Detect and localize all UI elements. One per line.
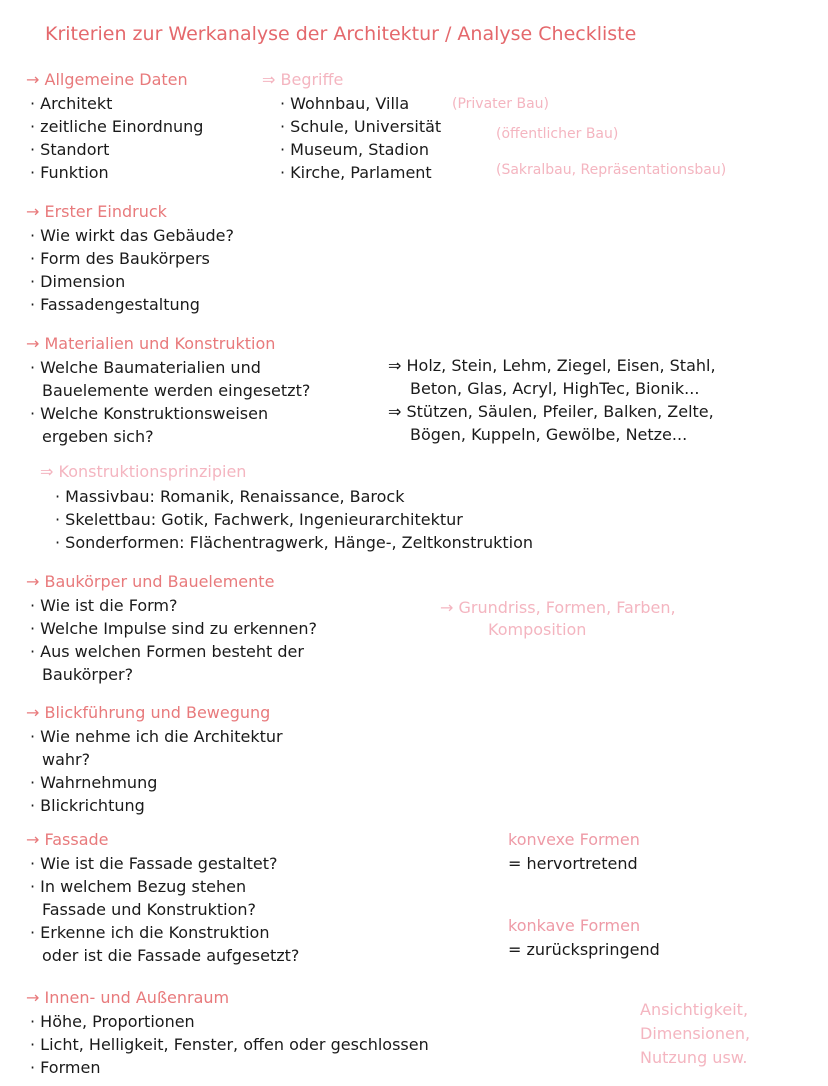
side-note: = hervortretend [508, 854, 638, 873]
list-item: · In welchem Bezug stehen [30, 877, 246, 897]
section-heading: → Erster Eindruck [26, 202, 167, 221]
list-item: · Massivbau: Romanik, Renaissance, Barock [55, 487, 404, 507]
sub-heading: ⇒ Konstruktionsprinzipien [40, 462, 247, 481]
side-note: konkave Formen [508, 916, 641, 935]
list-item: · Kirche, Parlament [280, 163, 432, 183]
section-heading: → Blickführung und Bewegung [26, 703, 271, 722]
list-item: · Sonderformen: Flächentragwerk, Hänge-, Zeltkonstruktion [55, 533, 533, 553]
list-item: · Wohnbau, Villa [280, 94, 409, 114]
section-heading: → Fassade [26, 830, 109, 849]
list-item: · Wahrnehmung [30, 773, 157, 793]
list-item: · Skelettbau: Gotik, Fachwerk, Ingenieurarchitektur [55, 510, 463, 530]
list-item-cont: Bauelemente werden eingesetzt? [42, 381, 311, 400]
page-title: Kriterien zur Werkanalyse der Architektur / Analyse Checkliste [45, 23, 637, 45]
list-item: · zeitliche Einordnung [30, 117, 203, 137]
side-note: ⇒ Stützen, Säulen, Pfeiler, Balken, Zelte, [388, 402, 714, 421]
list-item: · Aus welchen Formen besteht der [30, 642, 304, 662]
list-item: · Form des Baukörpers [30, 249, 210, 269]
section-heading: → Innen- und Außenraum [26, 988, 230, 1007]
side-note: Dimensionen, [640, 1024, 751, 1043]
list-item: · Wie nehme ich die Architektur [30, 727, 283, 747]
note: (Privater Bau) [452, 96, 549, 112]
list-item: · Welche Konstruktionsweisen [30, 404, 268, 424]
section-heading: → Allgemeine Daten [26, 70, 188, 89]
side-note: Ansichtigkeit, [640, 1000, 749, 1019]
list-item: · Fassadengestaltung [30, 295, 200, 315]
side-note: = zurückspringend [508, 940, 660, 959]
side-note: konvexe Formen [508, 830, 640, 849]
side-note: Bögen, Kuppeln, Gewölbe, Netze... [410, 425, 688, 444]
list-item: · Formen [30, 1058, 100, 1078]
list-item: · Erkenne ich die Konstruktion [30, 923, 269, 943]
list-item: · Blickrichtung [30, 796, 145, 816]
side-note: Beton, Glas, Acryl, HighTec, Bionik... [410, 379, 700, 398]
side-note: Komposition [488, 620, 587, 639]
list-item: · Wie ist die Fassade gestaltet? [30, 854, 278, 874]
list-item: · Schule, Universität [280, 117, 441, 137]
side-note: Nutzung usw. [640, 1048, 748, 1067]
side-note: ⇒ Holz, Stein, Lehm, Ziegel, Eisen, Stahl, [388, 356, 716, 375]
list-item: · Funktion [30, 163, 109, 183]
note: (öffentlicher Bau) [496, 126, 619, 142]
list-item-cont: Baukörper? [42, 665, 134, 684]
list-item-cont: wahr? [42, 750, 91, 769]
list-item: · Wie wirkt das Gebäude? [30, 226, 234, 246]
list-item: · Höhe, Proportionen [30, 1012, 195, 1032]
section-heading: → Baukörper und Bauelemente [26, 572, 275, 591]
list-item: · Standort [30, 140, 109, 160]
sub-heading: ⇒ Begriffe [262, 70, 344, 89]
list-item: · Licht, Helligkeit, Fenster, offen oder geschlossen [30, 1035, 429, 1055]
section-heading: → Materialien und Konstruktion [26, 334, 276, 353]
list-item-cont: Fassade und Konstruktion? [42, 900, 256, 919]
list-item: · Wie ist die Form? [30, 596, 177, 616]
list-item: · Dimension [30, 272, 125, 292]
side-note: → Grundriss, Formen, Farben, [440, 598, 676, 617]
list-item: · Museum, Stadion [280, 140, 429, 160]
list-item: · Welche Impulse sind zu erkennen? [30, 619, 317, 639]
note: (Sakralbau, Repräsentationsbau) [496, 162, 727, 178]
list-item: · Architekt [30, 94, 112, 114]
list-item: · Welche Baumaterialien und [30, 358, 261, 378]
list-item-cont: oder ist die Fassade aufgesetzt? [42, 946, 300, 965]
list-item-cont: ergeben sich? [42, 427, 154, 446]
